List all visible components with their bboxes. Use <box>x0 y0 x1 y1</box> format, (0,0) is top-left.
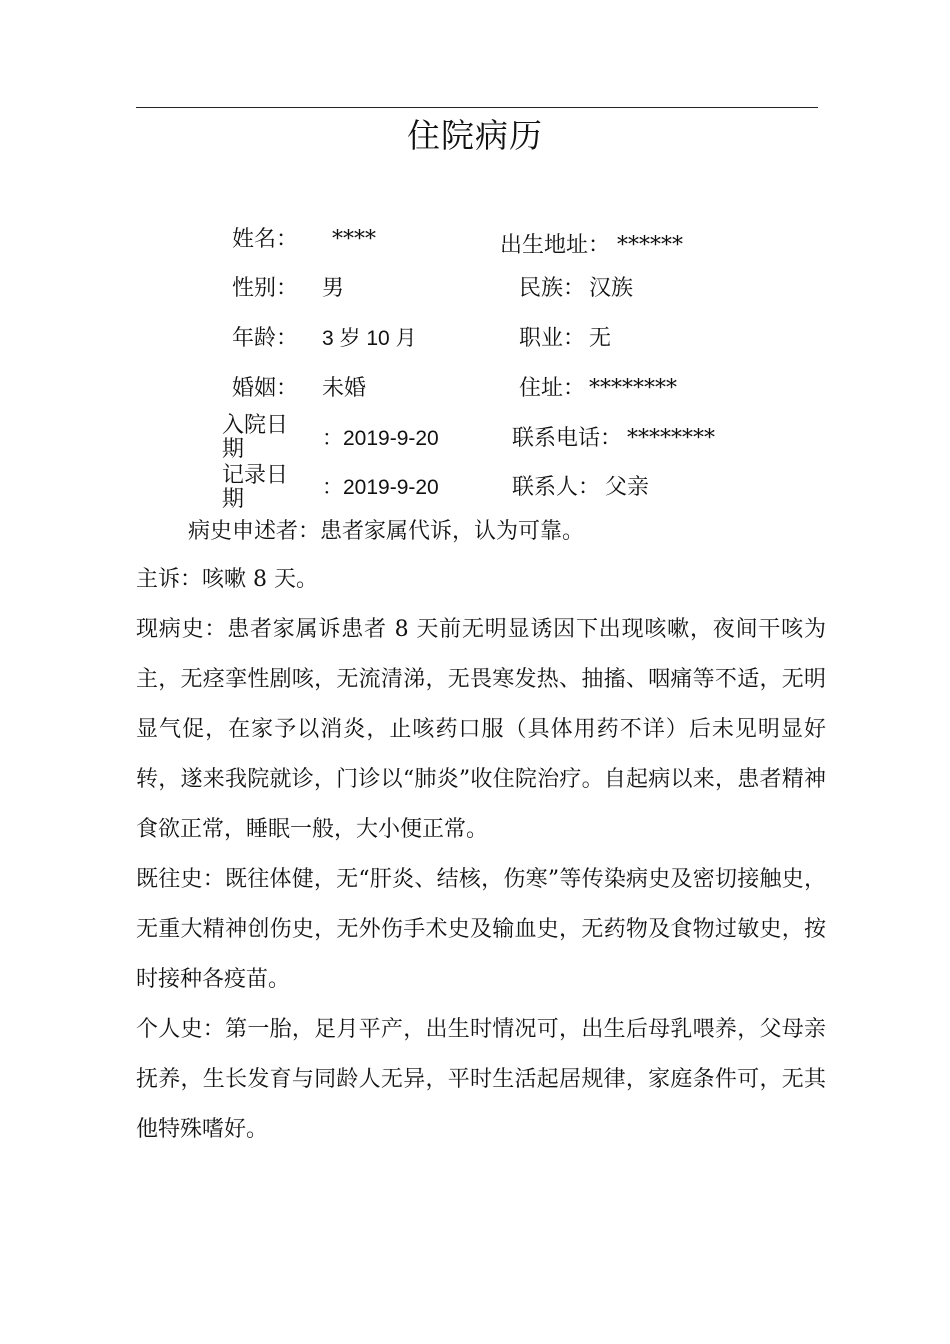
personal-history: 个人史：第一胎，足月平产，出生时情况可，出生后母乳喂养，父母亲抚养，生长发育与同龄人无异，平时生活起居规律，家庭条件可，无其他特殊嗜好。 <box>136 1017 826 1142</box>
name-label: 姓名： <box>232 227 299 252</box>
record-date-label: 记录日期 <box>222 463 289 512</box>
gender-value: 男 <box>322 276 345 301</box>
address-value: ******** <box>589 376 677 401</box>
chief-complaint: 主诉：咳嗽 8 天。 <box>136 567 318 592</box>
occupation-value: 无 <box>589 326 612 351</box>
admission-date-label: 入院日期 <box>222 413 289 462</box>
age-value: 3 岁 10 月 <box>322 327 417 350</box>
header-rule <box>136 107 818 108</box>
admission-date-value: ：2019-9-20 <box>322 427 439 450</box>
contact-label: 联系人： <box>512 475 601 500</box>
past-history: 既往史：既往体健，无“肝炎、结核，伤寒”等传染病史及密切接触史，无重大精神创伤史，无外伤手术史及输血史，无药物及食物过敏史，按时接种各疫苗。 <box>136 867 826 992</box>
record-date-value: ：2019-9-20 <box>322 476 439 499</box>
birthplace-label: 出生地址： <box>500 233 611 258</box>
name-value: **** <box>332 227 376 252</box>
phone-value: ******** <box>627 426 715 451</box>
marital-label: 婚姻： <box>232 376 299 401</box>
ethnicity-label: 民族： <box>519 276 586 301</box>
contact-value: 父亲 <box>605 475 650 500</box>
present-illness: 现病史：患者家属诉患者 8 天前无明显诱因下出现咳嗽，夜间干咳为主，无痉挛性剧咳，无流清涕，无畏寒发热、抽搐、咽痛等不适，无明显气促，在家予以消炎，止咳药口服（具体用药不详）后未见明显好转，遂来我院就诊，门诊以“肺炎”收住院治疗。自起病以来，患者精神食欲正常，睡眠一般，大小便正常。 <box>136 617 826 842</box>
phone-label: 联系电话： <box>512 426 623 451</box>
occupation-label: 职业： <box>519 326 586 351</box>
marital-value: 未婚 <box>322 376 367 401</box>
page-title: 住院病历 <box>407 116 543 155</box>
gender-label: 性别： <box>232 276 299 301</box>
birthplace-value: ****** <box>617 233 683 258</box>
age-label: 年龄： <box>232 326 299 351</box>
history-narrator: 病史申述者：患者家属代诉，认为可靠。 <box>188 519 585 544</box>
ethnicity-value: 汉族 <box>589 276 634 301</box>
address-label: 住址： <box>519 376 586 401</box>
